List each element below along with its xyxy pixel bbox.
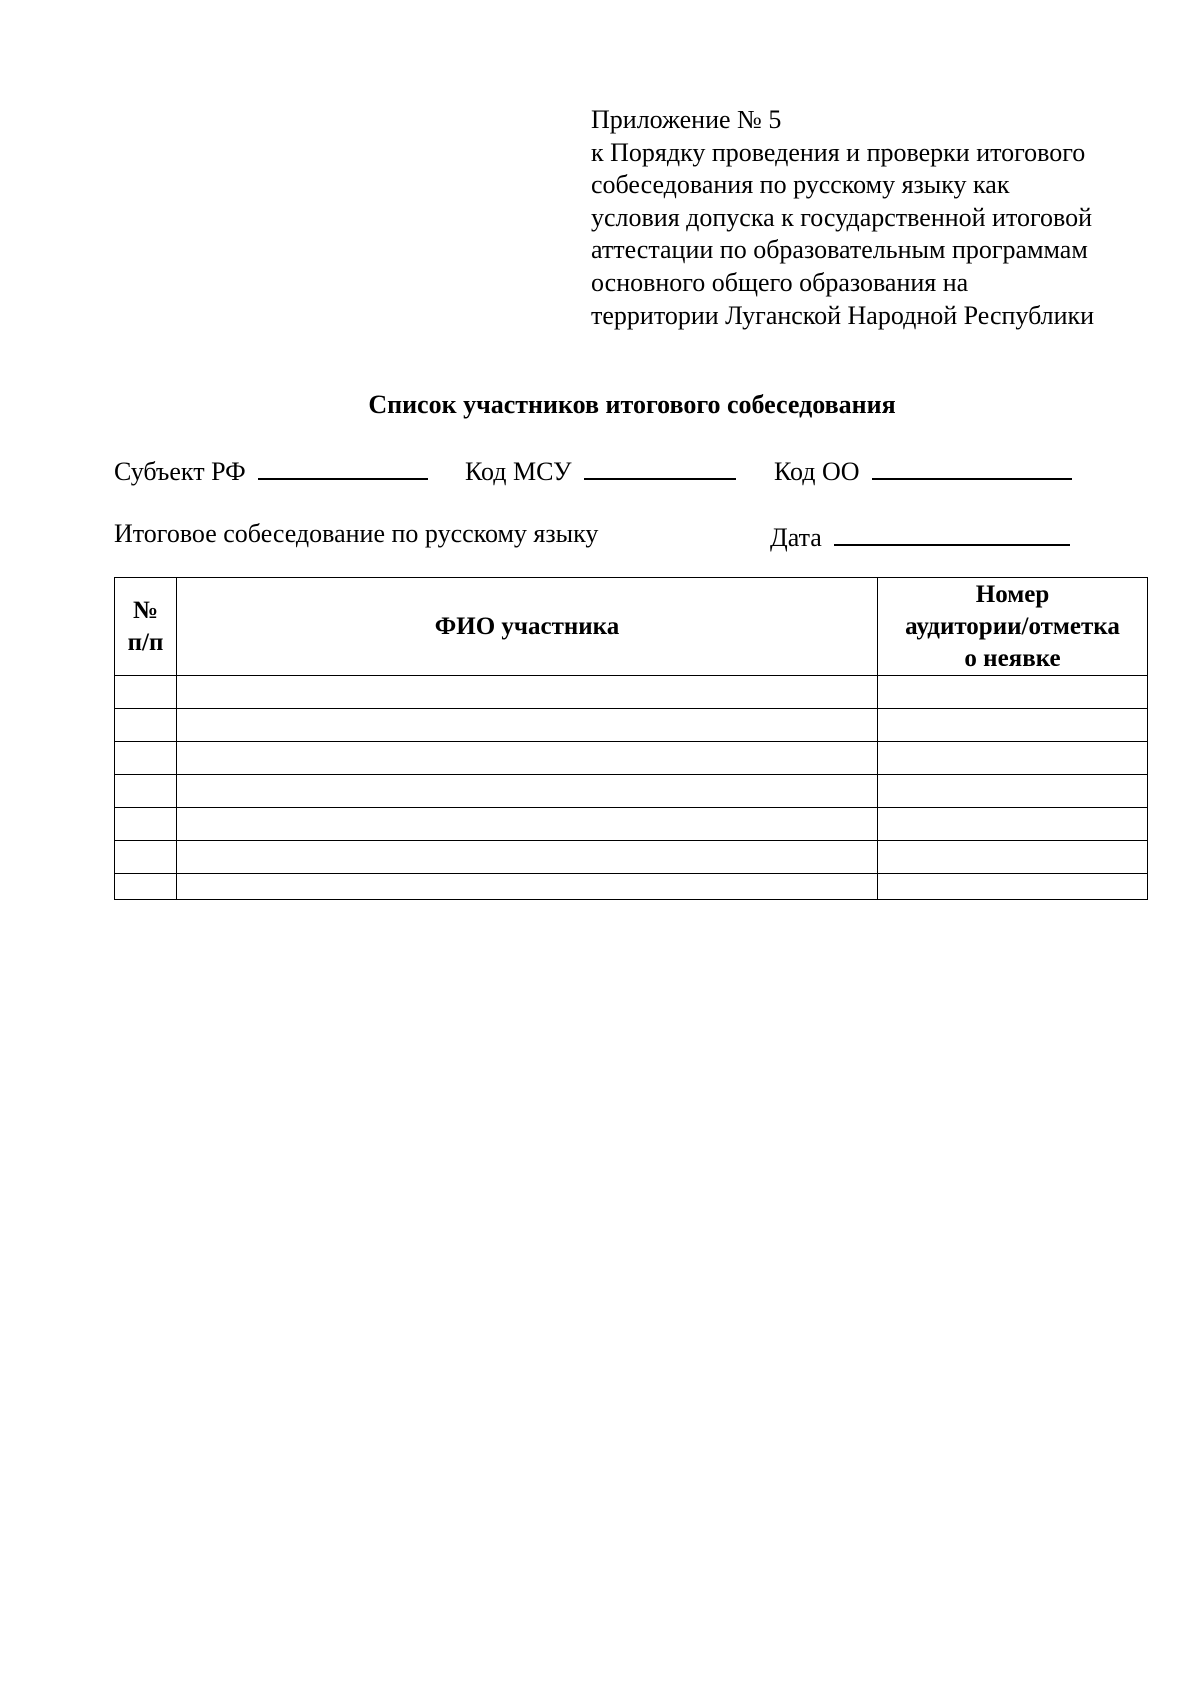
appendix-line: Приложение № 5 xyxy=(591,105,782,134)
msu-field xyxy=(465,452,736,488)
table-row xyxy=(115,775,1148,808)
cell-name[interactable] xyxy=(177,775,878,808)
msu-blank[interactable] xyxy=(584,452,736,480)
cell-name[interactable] xyxy=(177,709,878,742)
appendix-header xyxy=(591,104,1191,332)
cell-name[interactable] xyxy=(177,742,878,775)
cell-number[interactable] xyxy=(115,775,177,808)
appendix-line: условия допуска к государственной итоговой xyxy=(591,202,1093,232)
cell-room[interactable] xyxy=(878,808,1148,841)
table-row xyxy=(115,709,1148,742)
appendix-line: территории Луганской Народной Республики xyxy=(591,300,1095,330)
table-row xyxy=(115,742,1148,775)
header-number-line: п/п xyxy=(127,628,164,656)
cell-number[interactable] xyxy=(115,742,177,775)
appendix-line: собеседования по русскому языку как xyxy=(591,170,1010,200)
table-row xyxy=(115,808,1148,841)
participants-table xyxy=(114,577,1148,900)
document-title: Список участников итогового собеседования xyxy=(368,390,896,419)
exam-field xyxy=(114,518,598,550)
header-room-line: о неявке xyxy=(964,644,1061,672)
table-row xyxy=(115,676,1148,709)
cell-room[interactable] xyxy=(878,676,1148,709)
date-field xyxy=(770,518,1070,554)
table-header-row xyxy=(115,578,1148,676)
appendix-line: к Порядку проведения и проверки итогового xyxy=(591,137,1086,167)
cell-room[interactable] xyxy=(878,709,1148,742)
cell-name[interactable] xyxy=(177,808,878,841)
table-row xyxy=(115,841,1148,874)
cell-name[interactable] xyxy=(177,841,878,874)
appendix-line: основного общего образования на xyxy=(591,267,969,297)
oo-blank[interactable] xyxy=(872,452,1072,480)
date-label: Дата xyxy=(770,523,822,552)
header-room xyxy=(878,578,1148,676)
subject-label: Субъект РФ xyxy=(114,457,246,486)
exam-label: Итоговое собеседование по русскому языку xyxy=(114,519,599,548)
header-room-line: Номер xyxy=(975,580,1050,608)
cell-room[interactable] xyxy=(878,775,1148,808)
header-number-line: № xyxy=(132,596,159,624)
oo-field xyxy=(774,452,1072,488)
date-blank[interactable] xyxy=(834,518,1070,546)
cell-name[interactable] xyxy=(177,874,878,900)
cell-number[interactable] xyxy=(115,709,177,742)
cell-room[interactable] xyxy=(878,841,1148,874)
cell-number[interactable] xyxy=(115,841,177,874)
cell-number[interactable] xyxy=(115,808,177,841)
msu-label: Код МСУ xyxy=(465,457,572,486)
subject-blank[interactable] xyxy=(258,452,428,480)
header-room-line: аудитории/отметка xyxy=(905,612,1120,640)
appendix-line: аттестации по образовательным программам xyxy=(591,235,1088,265)
cell-name[interactable] xyxy=(177,676,878,709)
table-row xyxy=(115,874,1148,900)
codes-row xyxy=(114,452,428,488)
cell-room[interactable] xyxy=(878,874,1148,900)
cell-number[interactable] xyxy=(115,676,177,709)
cell-number[interactable] xyxy=(115,874,177,900)
header-number xyxy=(115,578,177,676)
header-name: ФИО участника xyxy=(177,578,878,676)
cell-room[interactable] xyxy=(878,742,1148,775)
oo-label: Код ОО xyxy=(774,457,860,486)
